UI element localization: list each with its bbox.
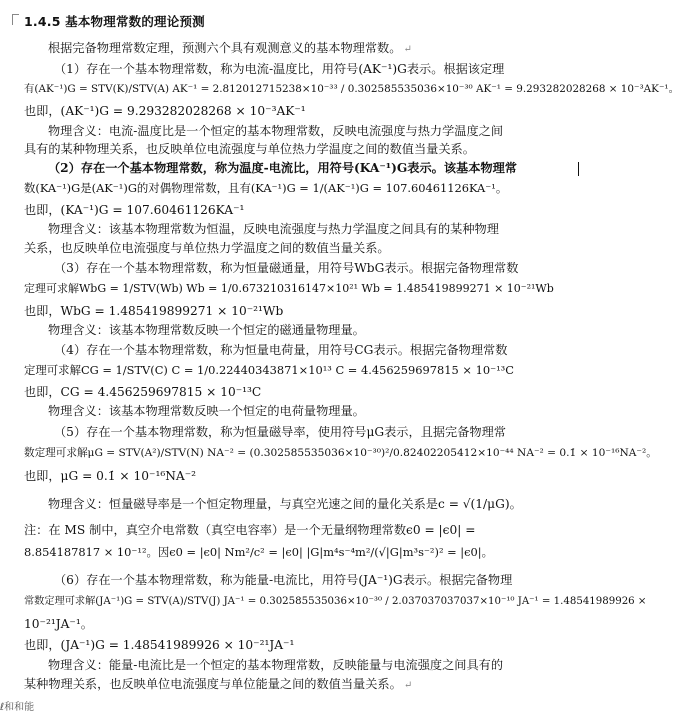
equation-line: 有(AK⁻¹)G = STV(K)/STV(A) AK⁻¹ = 2.812012715238×10⁻³³ / 0.302585535036×10⁻³⁰ AK⁻¹ = 9.293282028268 × 10⁻³AK⁻¹。 — [24, 83, 679, 95]
equation-line: 也即，(KA⁻¹)G = 107.60461126KA⁻¹ — [24, 203, 245, 217]
section-heading-text: 1.4.5 基本物理常数的理论预测 — [24, 14, 205, 29]
equation-line: 定理可求解WbG = 1/STV(Wb) Wb = 1/0.673210316147×10²¹ Wb = 1.485419899271 × 10⁻²¹Wb — [24, 282, 554, 295]
equation-line: 也即，(JA⁻¹)G = 1.48541989926 × 10⁻²¹JA⁻¹ — [24, 638, 295, 652]
equation-line: 8.854187817 × 10⁻¹²。因ϵ0 = |ϵ0| Nm²/c² = |ϵ0| |G|m⁴s⁻⁴m²/(√|G|m³s⁻²)² = |ϵ0|。 — [24, 545, 493, 559]
paragraph-line: 物理含义：恒量磁导率是一个恒定物理量，与真空光速之间的量化关系是c = √(1/μG)。 — [48, 497, 522, 511]
paragraph-mark-icon: ↵ — [403, 680, 413, 691]
equation-line: 数(KA⁻¹)G是(AK⁻¹)G的对偶物理常数，且有(KA⁻¹)G = 1/(AK⁻¹)G = 107.60461126KA⁻¹。 — [24, 181, 508, 195]
paragraph-line: 物理含义：该基本物理常数反映一个恒定的电荷量物理量。 — [48, 404, 365, 418]
paragraph-line: 根据完备物理常数定理，预测六个具有观测意义的基本物理常数。 ↵ — [48, 41, 412, 55]
equation-line: 也即，WbG = 1.485419899271 × 10⁻²¹Wb — [24, 304, 284, 318]
paragraph-line: 某种物理关系，也反映单位电流强度与单位能量之间的数值当量关系。 ↵ — [24, 677, 413, 691]
paragraph-line: （1）存在一个基本物理常数，称为电流-温度比，用符号(AK⁻¹)G表示。根据该定理 — [54, 62, 505, 76]
paragraph-line: 物理含义：能量-电流比是一个恒定的基本物理常数，反映能量与电流强度之间具有的 — [48, 658, 504, 672]
equation-line: 也即，(AK⁻¹)G = 9.293282028268 × 10⁻³AK⁻¹ — [24, 104, 306, 118]
paragraph-line: （4）存在一个基本物理常数，称为恒量电荷量，用符号CG表示。根据完备物理常数 — [54, 343, 508, 357]
cropped-footer-text: ℓ和和能 — [0, 702, 35, 713]
equation-line: 也即，CG = 4.456259697815 × 10⁻¹³C — [24, 385, 262, 399]
equation-line: 数定理可求解μG = STV(A²)/STV(N) NA⁻² = (0.302585535036×10⁻³⁰)²/0.82402205412×10⁻⁴⁴ NA⁻² = 0.1̇ × 10⁻¹⁶NA⁻²。 — [24, 447, 657, 459]
paragraph-line: 物理含义：电流-温度比是一个恒定的基本物理常数，反映电流强度与热力学温度之间 — [48, 124, 504, 138]
paragraph-line: 物理含义：该基本物理常数反映一个恒定的磁通量物理量。 — [48, 323, 365, 337]
equation-line: 也即，μG = 0.1̇ × 10⁻¹⁶NA⁻² — [24, 469, 197, 483]
paragraph-line: 物理含义：该基本物理常数为恒温，反映电流强度与热力学温度之间具有的某种物理 — [48, 222, 499, 236]
equation-line: 常数定理可求解(JA⁻¹)G = STV(A)/STV(J) JA⁻¹ = 0.302585535036×10⁻³⁰ / 2.037037037037×10⁻¹⁰ JA⁻¹ = 1.48541989926 × — [24, 596, 647, 607]
paragraph-line: （6）存在一个基本物理常数，称为能量-电流比，用符号(JA⁻¹)G表示。根据完备物理 — [54, 573, 513, 587]
paragraph-line: 关系，也反映单位电流强度与单位热力学温度之间的数值当量关系。 — [24, 241, 390, 255]
paragraph-line: 具有的某种物理关系，也反映单位电流强度与单位热力学温度之间的数值当量关系。 — [24, 142, 475, 156]
equation-line: 10⁻²¹JA⁻¹。 — [24, 617, 93, 631]
paragraph-line: （3）存在一个基本物理常数，称为恒量磁通量，用符号WbG表示。根据完备物理常数 — [54, 261, 519, 275]
paragraph-line: （5）存在一个基本物理常数，称为恒量磁导率，使用符号μG表示，且据完备物理常 — [54, 425, 506, 439]
paragraph-line: （2）存在一个基本物理常数，称为温度-电流比，用符号(KA⁻¹)G表示。该基本物理常 — [48, 161, 517, 175]
equation-line: 定理可求解CG = 1/STV(C) C = 1/0.22440343871×10¹³ C = 4.456259697815 × 10⁻¹³C — [24, 363, 514, 377]
note-line: 注：在 MS 制中，真空介电常数（真空电容率）是一个无量纲物理常数ϵ0 = |ϵ0| = — [24, 523, 476, 537]
section-heading — [24, 12, 205, 30]
corner-mark — [12, 14, 19, 25]
paragraph-mark-icon: ↵ — [403, 44, 412, 55]
text-cursor — [578, 162, 579, 176]
